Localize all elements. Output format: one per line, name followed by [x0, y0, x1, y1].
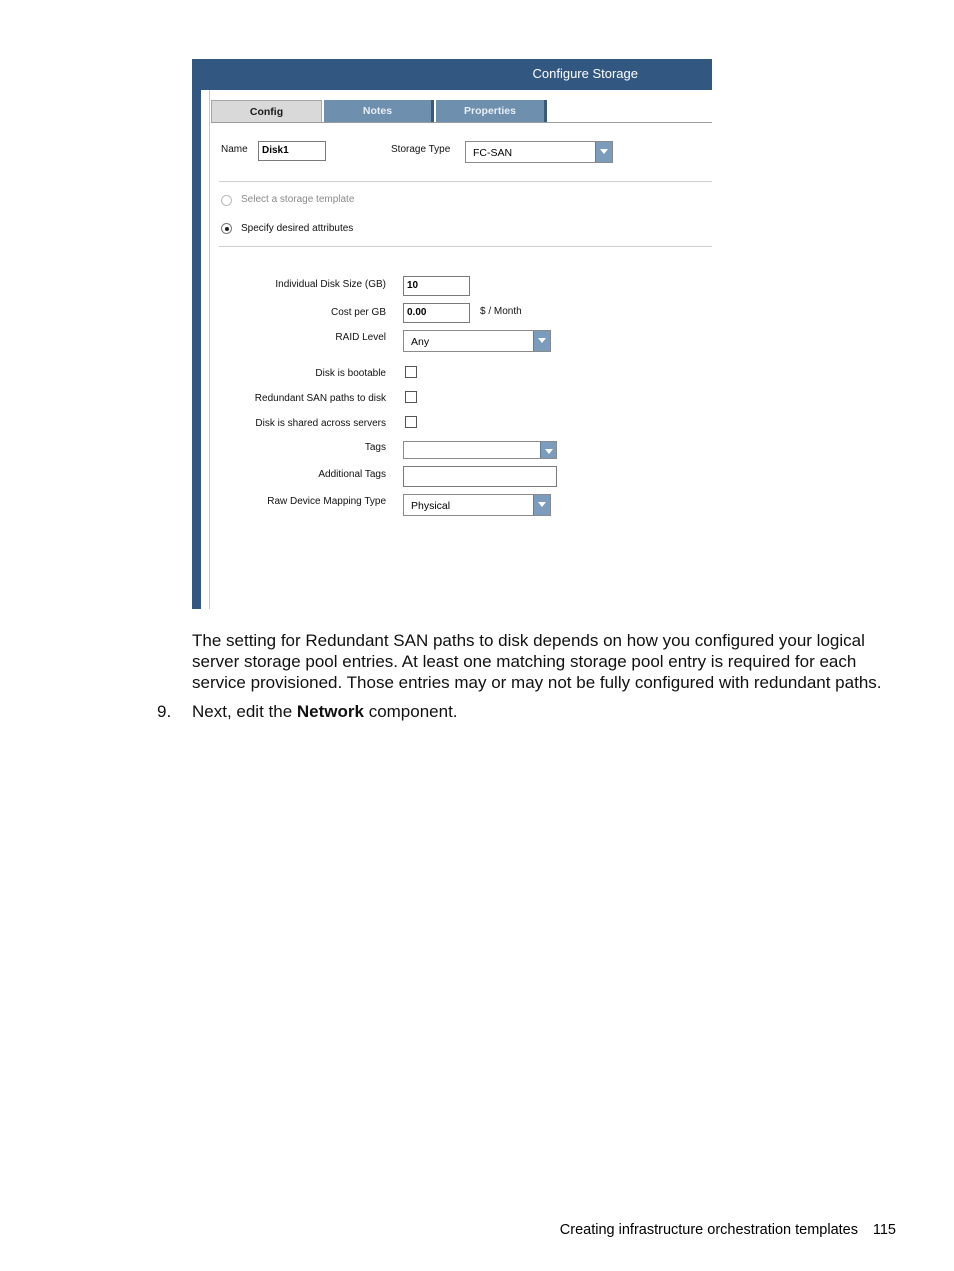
raid-level-label: RAID Level — [335, 332, 386, 343]
paragraph-line: server storage pool entries. At least one matching storage pool entry is required for each — [192, 652, 857, 671]
radio-desired-attributes-label: Specify desired attributes — [241, 223, 354, 234]
paragraph-line: The setting for Redundant SAN paths to disk depends on how you configured your logical — [192, 631, 865, 650]
rdm-type-value: Physical — [411, 500, 451, 512]
shared-disk-checkbox[interactable] — [405, 416, 417, 428]
rdm-type-label: Raw Device Mapping Type — [267, 496, 386, 507]
step-bold: Network — [296, 702, 364, 721]
footer-section-title: Creating infrastructure orchestration templates — [559, 1222, 858, 1238]
paragraph-line: service provisioned. Those entries may or may not be fully configured with redundant paths. — [192, 673, 882, 692]
dialog-header — [192, 59, 712, 90]
cost-unit-label: $ / Month — [480, 306, 522, 317]
tags-select[interactable] — [403, 441, 557, 459]
tags-label: Tags — [364, 442, 386, 453]
disk-size-field[interactable]: 10 — [403, 276, 470, 296]
dialog-title: Configure Storage — [532, 66, 638, 81]
separator — [219, 181, 712, 182]
tab-underline — [211, 122, 712, 123]
storage-type-label: Storage Type — [391, 144, 451, 155]
name-label: Name — [221, 144, 248, 155]
dialog-left-bar — [192, 90, 201, 609]
tab-notes[interactable]: Notes — [324, 100, 434, 122]
dialog-left-divider — [209, 90, 210, 609]
step-prefix: Next, edit the — [192, 702, 297, 721]
additional-tags-field[interactable] — [403, 466, 557, 487]
additional-tags-label: Additional Tags — [318, 469, 386, 480]
name-field[interactable]: Disk1 — [258, 141, 326, 161]
tab-config[interactable]: Config — [211, 100, 322, 122]
step-text — [192, 701, 458, 722]
bootable-checkbox[interactable] — [405, 366, 417, 378]
cost-per-gb-field[interactable]: 0.00 — [403, 303, 470, 323]
chevron-down-icon[interactable] — [595, 142, 612, 162]
raid-level-select[interactable] — [403, 330, 551, 352]
bootable-label: Disk is bootable — [315, 368, 386, 379]
shared-disk-label: Disk is shared across servers — [255, 418, 386, 429]
tab-properties[interactable]: Properties — [436, 100, 547, 122]
redundant-san-checkbox[interactable] — [405, 391, 417, 403]
step-number: 9. — [157, 702, 172, 721]
disk-size-label: Individual Disk Size (GB) — [275, 279, 386, 290]
radio-desired-attributes[interactable] — [221, 223, 232, 234]
radio-selected-dot — [225, 227, 229, 231]
radio-storage-template-label: Select a storage template — [241, 194, 355, 205]
storage-type-select[interactable] — [465, 141, 613, 163]
chevron-down-icon[interactable] — [533, 331, 550, 351]
step-suffix: component. — [363, 702, 458, 721]
redundant-san-label: Redundant SAN paths to disk — [254, 393, 386, 404]
cost-per-gb-label: Cost per GB — [330, 307, 386, 318]
separator — [219, 246, 712, 247]
storage-type-value: FC-SAN — [473, 147, 513, 159]
chevron-down-icon[interactable] — [540, 442, 556, 458]
rdm-type-select[interactable] — [403, 494, 551, 516]
configure-storage-screenshot — [192, 59, 712, 609]
raid-level-value: Any — [411, 336, 430, 348]
page-number: 115 — [872, 1222, 896, 1238]
radio-storage-template[interactable] — [221, 195, 232, 206]
chevron-down-icon[interactable] — [533, 495, 550, 515]
